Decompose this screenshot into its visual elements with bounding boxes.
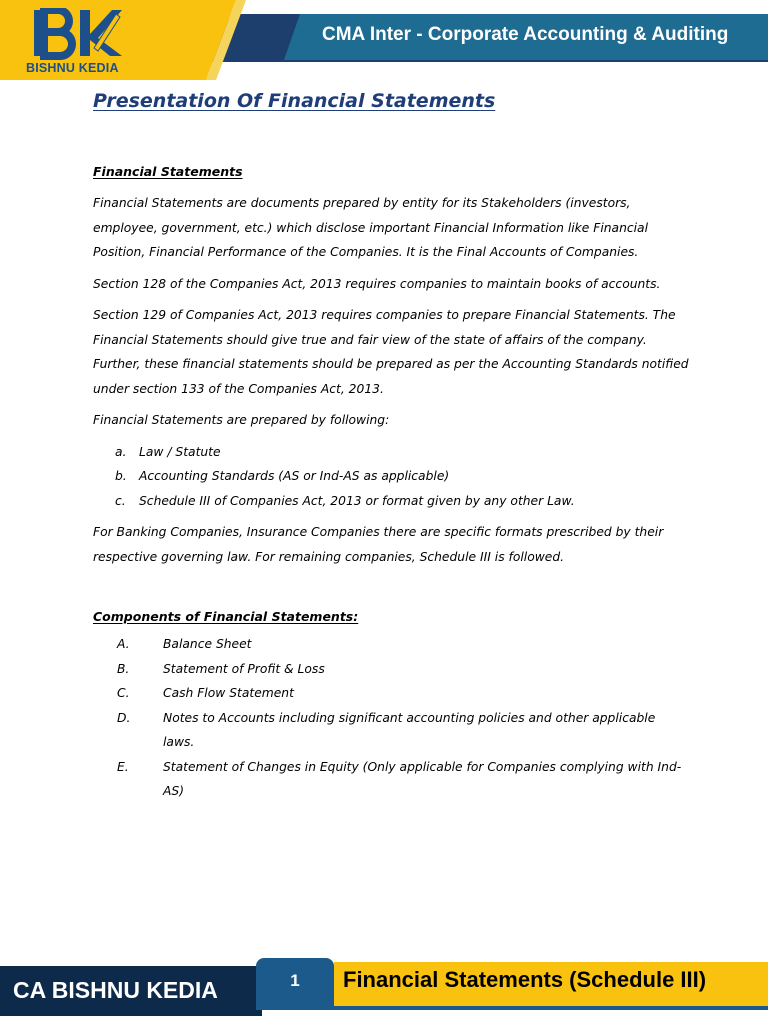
list-item xyxy=(93,681,683,706)
list-marker: A. xyxy=(117,637,130,651)
list-marker: D. xyxy=(117,710,131,725)
list-item xyxy=(93,464,693,489)
section-heading-financial-statements: Financial Statements xyxy=(93,164,243,179)
page-footer xyxy=(0,952,768,1024)
section-heading-components: Components of Financial Statements: xyxy=(93,609,359,624)
footer-divider xyxy=(334,1006,768,1010)
page-title: Presentation Of Financial Statements xyxy=(93,90,496,112)
list-marker: b. xyxy=(115,469,127,483)
list-item-text: Law / Statute xyxy=(139,444,221,459)
list-marker: B. xyxy=(117,661,130,676)
page-header xyxy=(0,0,768,80)
list-item xyxy=(93,657,683,682)
logo-text: BISHNU KEDIA xyxy=(26,61,119,75)
list-marker: a. xyxy=(115,444,127,459)
list-marker: C. xyxy=(117,686,130,700)
list-item xyxy=(93,632,683,657)
list-marker: E. xyxy=(117,759,129,774)
paragraph-definition: Financial Statements are documents prepared by entity for its Stakeholders (investors, employee, government, etc.) which disclose important Financial Information like Financial Position, Financial Performance of the Companies. It is the Final Accounts of Companies. xyxy=(93,196,649,259)
list-item-text: Balance Sheet xyxy=(163,637,252,651)
page-number: 1 xyxy=(290,971,300,990)
footer-chapter-title: Financial Statements (Schedule III) xyxy=(343,967,707,992)
course-title: CMA Inter - Corporate Accounting & Auditing xyxy=(322,24,729,45)
list-item-text: Cash Flow Statement xyxy=(163,686,294,700)
list-item xyxy=(93,706,683,755)
paragraph-prepared-by: Financial Statements are prepared by following: xyxy=(93,413,390,427)
document-body xyxy=(93,86,693,804)
list-item xyxy=(93,440,693,465)
list-marker: c. xyxy=(115,493,126,508)
list-item-text: Notes to Accounts including significant accounting policies and other applicable laws. xyxy=(163,710,656,749)
prepared-by-list xyxy=(93,440,693,514)
logo-icon xyxy=(32,8,122,60)
list-item-text: Statement of Changes in Equity (Only applicable for Companies complying with Ind-AS) xyxy=(163,759,682,798)
list-item-text: Schedule III of Companies Act, 2013 or format given by any other Law. xyxy=(139,493,575,508)
footer-author: CA BISHNU KEDIA xyxy=(13,977,218,1003)
list-item xyxy=(93,755,683,804)
paragraph-section-128: Section 128 of the Companies Act, 2013 requires companies to maintain books of accounts. xyxy=(93,276,661,291)
list-item-text: Statement of Profit & Loss xyxy=(163,661,325,676)
paragraph-banking-insurance: For Banking Companies, Insurance Companies there are specific formats prescribed by their respective governing law. For remaining companies, Schedule III is followed. xyxy=(93,525,664,564)
list-item xyxy=(93,489,693,514)
components-list xyxy=(93,632,683,804)
list-item-text: Accounting Standards (AS or Ind-AS as applicable) xyxy=(139,469,450,483)
paragraph-section-129: Section 129 of Companies Act, 2013 requires companies to prepare Financial Statements. The Financial Statements should give true and fair view of the state of affairs of the company. Further, these financial statements should be prepared as per the Accounting Standards notified under section 133 of the Companies Act, 2013. xyxy=(93,308,689,396)
